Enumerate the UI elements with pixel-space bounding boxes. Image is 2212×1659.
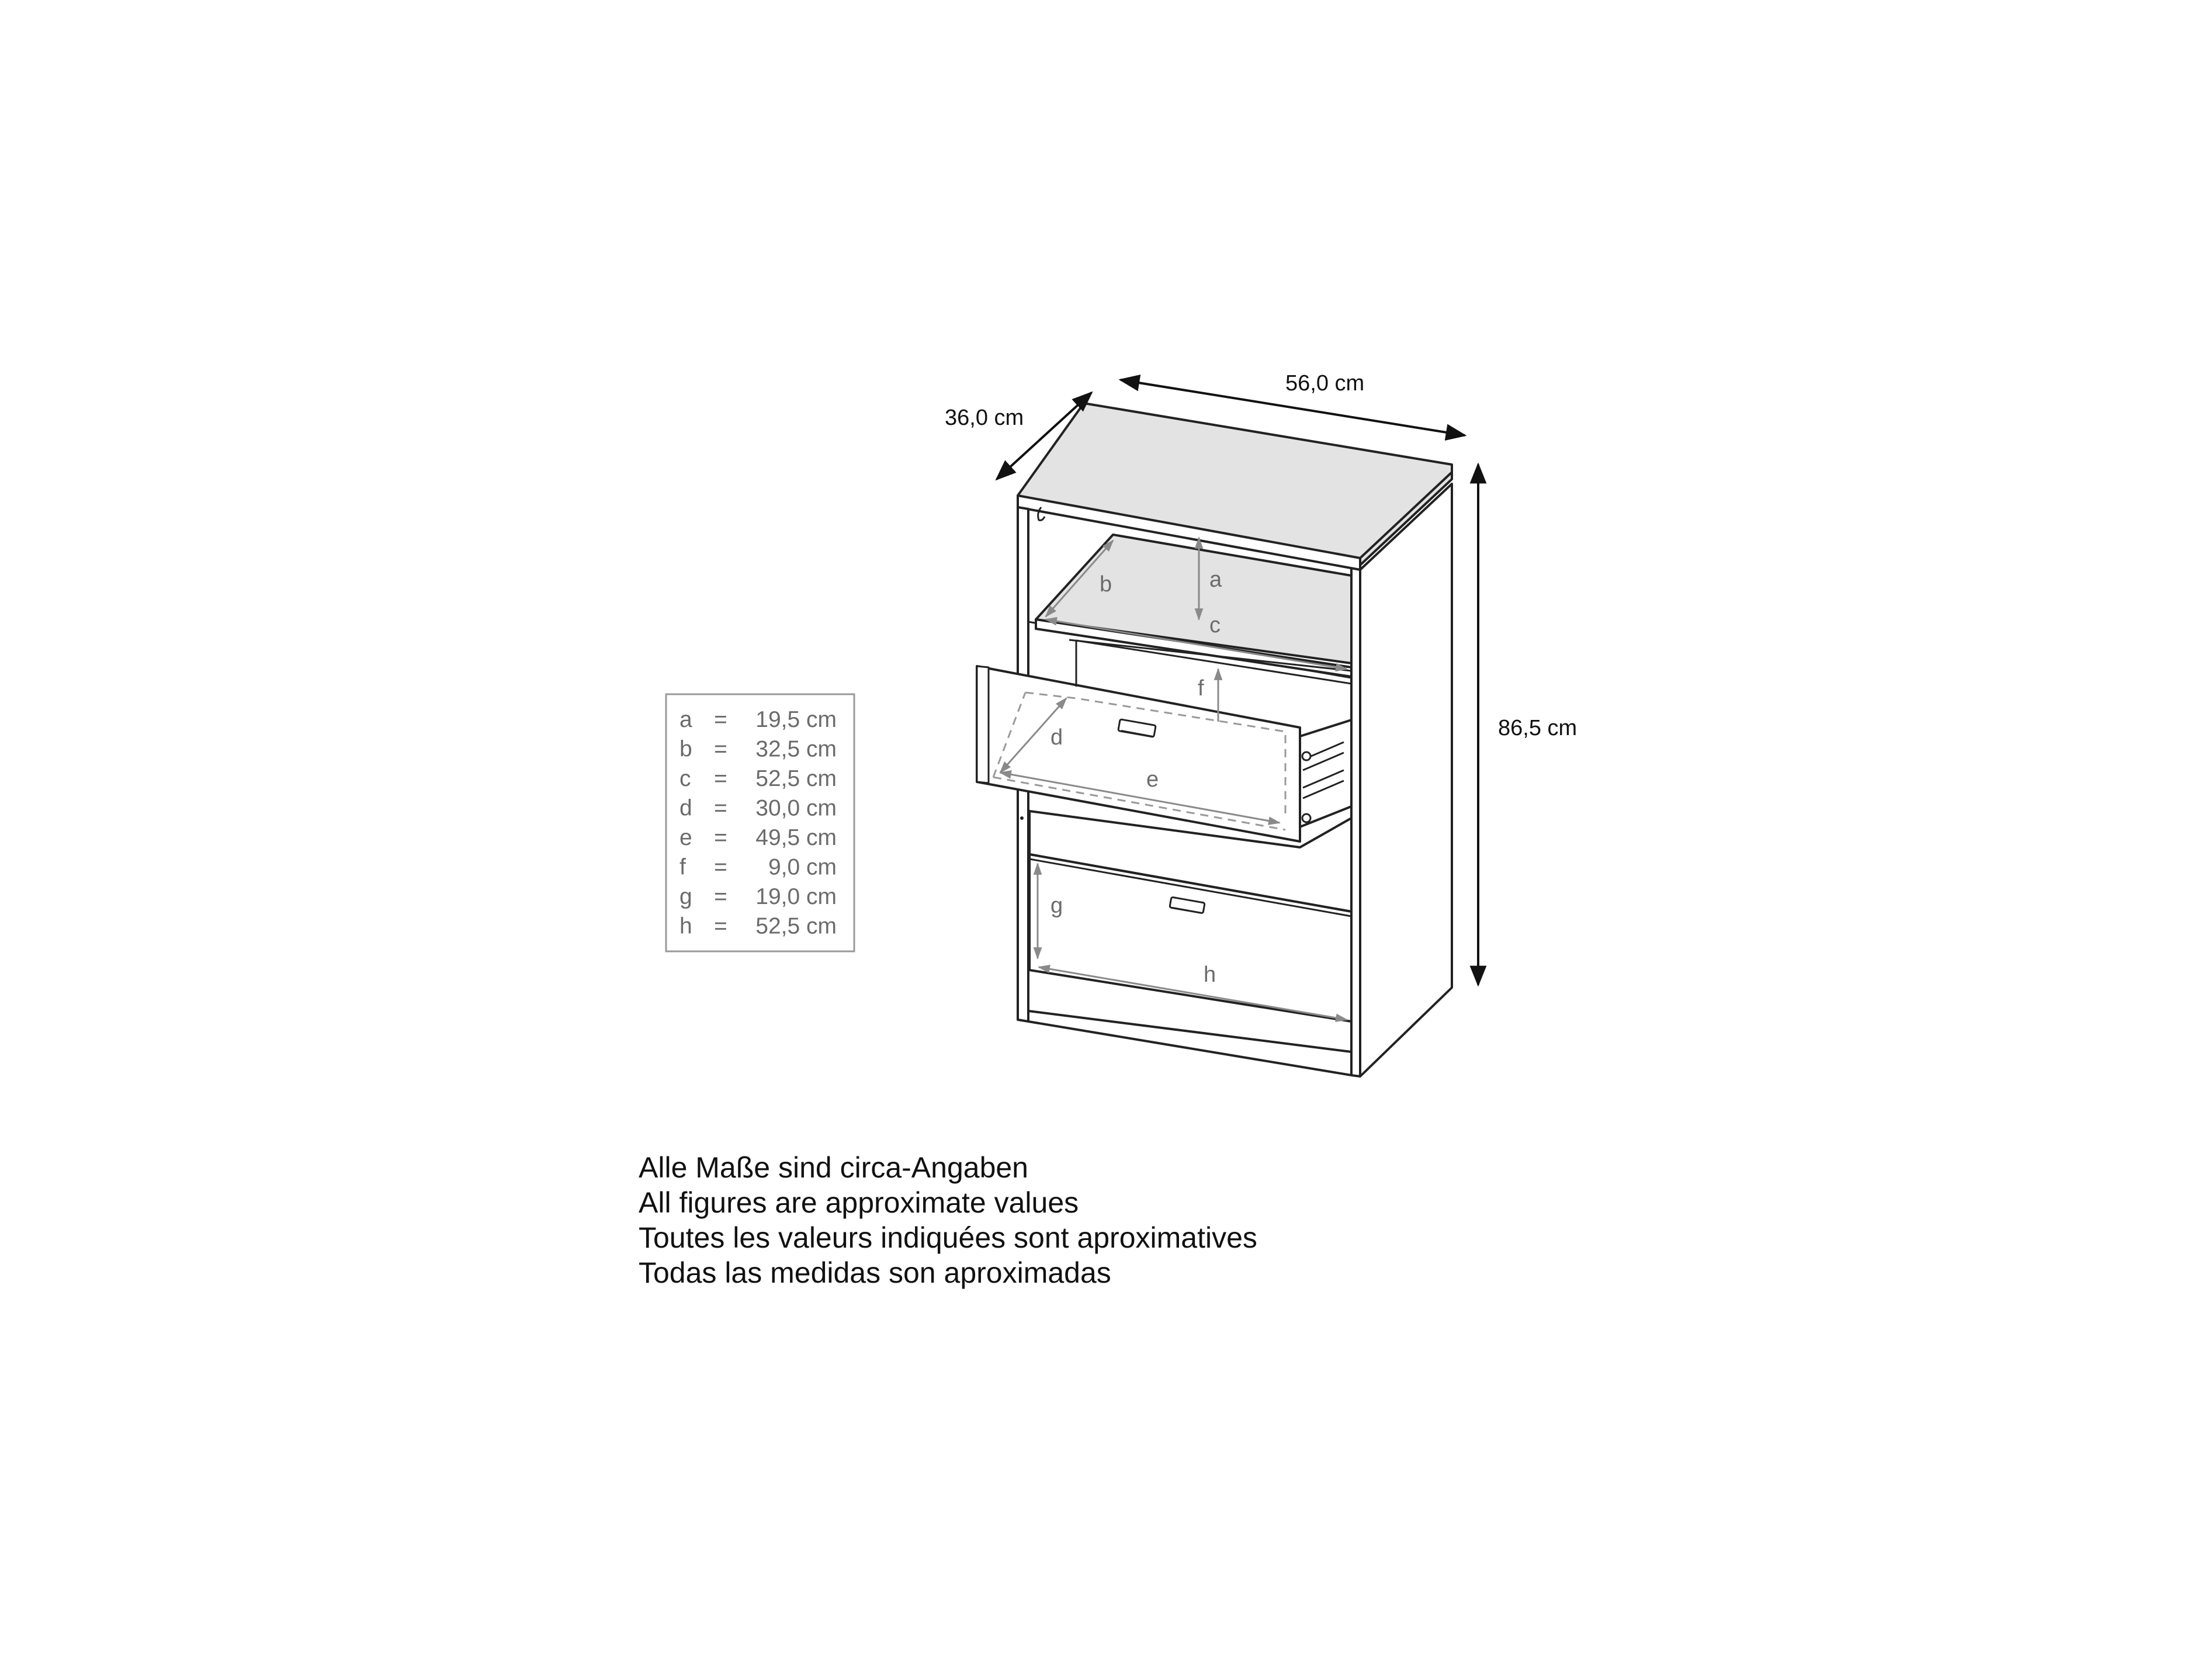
note-german: Alle Maße sind circa-Angaben — [639, 1151, 1028, 1184]
approximate-values-notes — [639, 1150, 1257, 1290]
legend-letter: b — [679, 736, 692, 762]
legend-letter: h — [679, 913, 692, 939]
note-french: Toutes les valeurs indiquées sont aproximatives — [639, 1221, 1257, 1254]
legend-letter: c — [679, 766, 691, 791]
legend-border — [666, 694, 854, 951]
label-c: c — [1209, 613, 1221, 638]
legend-value: 52,5 cm — [755, 766, 837, 791]
legend-letter: g — [679, 884, 692, 909]
depth-label: 36,0 cm — [945, 406, 1024, 430]
label-h: h — [1204, 962, 1216, 987]
note-spanish: Todas las medidas son aproximadas — [639, 1256, 1111, 1289]
height-label: 86,5 cm — [1498, 716, 1577, 740]
legend-equals: = — [714, 766, 727, 791]
width-label: 56,0 cm — [1285, 371, 1365, 396]
label-b: b — [1100, 572, 1112, 597]
legend-value: 52,5 cm — [755, 913, 837, 939]
legend-letter: f — [679, 854, 686, 880]
label-d: d — [1050, 725, 1063, 750]
note-english: All figures are approximate values — [639, 1186, 1079, 1219]
legend-equals: = — [714, 707, 727, 732]
closed-drawers — [1020, 811, 1351, 1021]
label-f: f — [1198, 676, 1204, 701]
legend-value: 32,5 cm — [755, 736, 837, 762]
cabinet-right-side — [1360, 484, 1452, 1076]
legend-equals: = — [714, 884, 727, 909]
legend-equals: = — [714, 854, 727, 880]
cabinet-plinth — [1028, 1011, 1351, 1075]
legend-value: 19,0 cm — [755, 884, 837, 909]
legend-box — [666, 694, 854, 951]
legend-letter: d — [679, 795, 692, 821]
label-e: e — [1146, 767, 1159, 792]
legend-value: 19,5 cm — [755, 707, 837, 732]
legend-letter: a — [679, 707, 692, 732]
legend-value: 30,0 cm — [755, 795, 837, 821]
label-g: g — [1050, 893, 1063, 918]
legend-value: 9,0 cm — [768, 854, 837, 880]
legend-equals: = — [714, 795, 727, 821]
legend-equals: = — [714, 913, 727, 939]
legend-equals: = — [714, 825, 727, 850]
label-a: a — [1209, 567, 1222, 592]
drawer-runner — [1300, 720, 1351, 827]
legend-letter: e — [679, 825, 692, 850]
legend-equals: = — [714, 736, 727, 762]
legend-value: 49,5 cm — [755, 825, 837, 850]
